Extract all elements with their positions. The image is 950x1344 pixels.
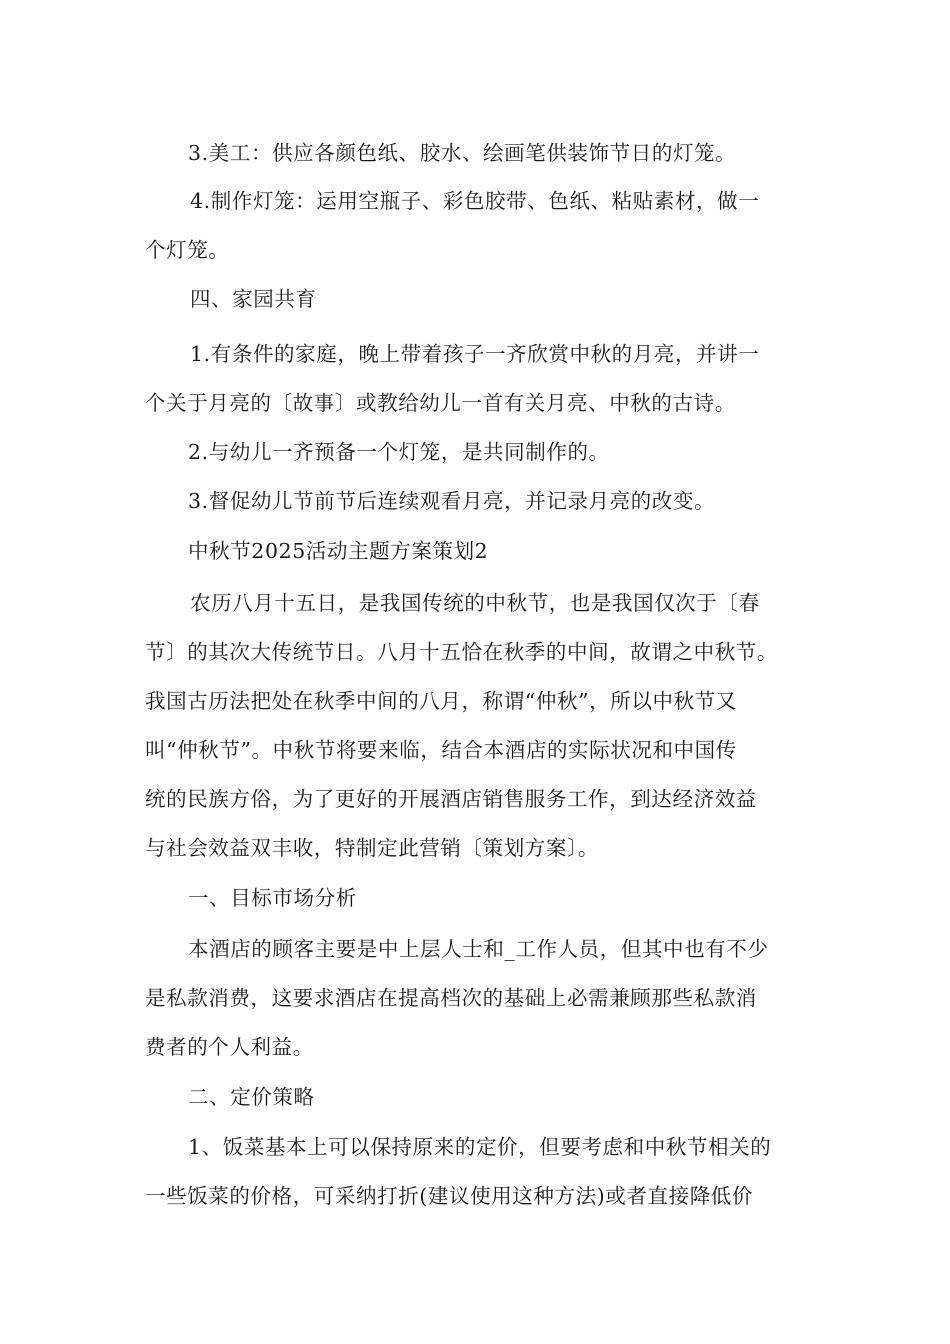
text-line: 个灯笼。: [145, 238, 230, 262]
text-line: 统的民族方俗，为了更好的开展酒店销售服务工作，到达经济效益: [145, 787, 757, 811]
text-line: 节〕的其次大传统节日。八月十五恰在秋季的中间，故谓之中秋节。: [145, 640, 778, 664]
text-line: 农历八月十五日，是我国传统的中秋节，也是我国仅次于〔春: [190, 591, 760, 615]
text-line: 3.督促幼儿节前节后连续观看月亮，并记录月亮的改变。: [188, 489, 716, 513]
section-heading: 四、家园共育: [190, 287, 317, 311]
text-line: 一些饭菜的价格，可采纳打折(建议使用这种方法)或者直接降低价: [145, 1184, 753, 1208]
text-line: 是私款消费，这要求酒店在提高档次的基础上必需兼顾那些私款消: [145, 986, 757, 1010]
text-line: 个关于月亮的〔故事〕或教给幼儿一首有关月亮、中秋的古诗。: [145, 391, 736, 415]
text-line: 叫“仲秋节”。中秋节将要来临，结合本酒店的实际状况和中国传: [145, 738, 737, 762]
text-line: 本酒店的顾客主要是中上层人士和_工作人员，但其中也有不少: [188, 937, 769, 961]
text-line: 1、饭菜基本上可以保持原来的定价，但要考虑和中秋节相关的: [188, 1135, 772, 1159]
text-line: 2.与幼儿一齐预备一个灯笼，是共同制作的。: [188, 440, 610, 464]
text-line: 1.有条件的家庭，晚上带着孩子一齐欣赏中秋的月亮，并讲一: [190, 342, 760, 366]
subsection-title: 中秋节2025活动主题方案策划2: [188, 539, 489, 563]
text-line: 4.制作灯笼：运用空瓶子、彩色胶带、色纸、粘贴素材，做一: [190, 189, 760, 213]
text-line: 与社会效益双丰收，特制定此营销〔策划方案〕。: [145, 836, 599, 860]
text-line: 我国古历法把处在秋季中间的八月，称谓“仲秋”，所以中秋节又: [145, 689, 737, 713]
section-heading: 二、定价策略: [188, 1085, 315, 1109]
text-line: 费者的个人利益。: [145, 1035, 314, 1059]
text-line: 3.美工：供应各颜色纸、胶水、绘画笔供装饰节日的灯笼。: [188, 141, 737, 165]
section-heading: 一、目标市场分析: [188, 886, 357, 910]
